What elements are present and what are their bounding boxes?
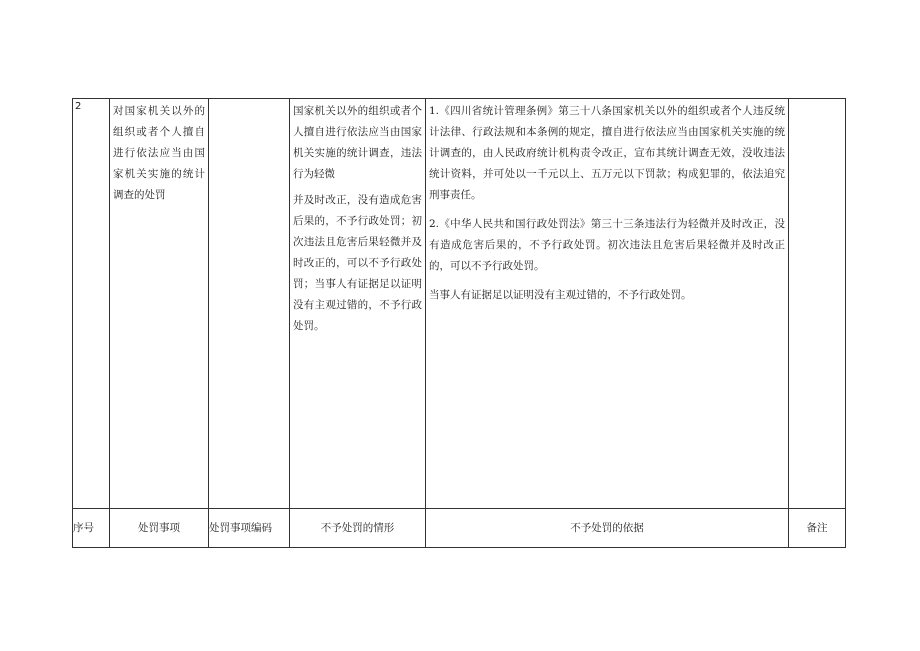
header-item: 处罚事项 — [110, 509, 209, 548]
header-row — [73, 509, 846, 548]
seq-number: 2 — [75, 101, 82, 112]
penalty-code-text — [209, 99, 289, 101]
header-situation: 不予处罚的情形 — [290, 509, 426, 548]
situation-text-part2: 并及时改正，没有造成危害后果的，不予行政处罚；初次违法且危害后果轻微并及时改正的，可以不予行政处罚；当事人有证据足以证明没有主观过错的，不予行政处罚。 — [293, 194, 422, 332]
basis-cell — [426, 99, 789, 509]
header-note: 备注 — [789, 509, 846, 548]
situation-cell — [290, 99, 426, 509]
situation-text-part1: 国家机关以外的组织或者个人擅自进行依法应当由国家机关实施的统计调查，违法行为轻微 — [293, 105, 422, 180]
basis-paragraph-3: 当事人有证据足以证明没有主观过错的，不予行政处罚。 — [429, 289, 692, 301]
table-row — [73, 99, 846, 509]
basis-paragraph-1: 1.《四川省统计管理条例》第三十八条国家机关以外的组织或者个人违反统计法律、行政法规和本条例的规定，擅自进行依法应当由国家机关实施的统计调查的，由人民政府统计机构责令改正，宣布其统计调查无效，没收违法统计资料，并可处以一千元以上、五万元以下罚款；构成犯罪的，依法追究刑事责任。 — [429, 105, 785, 201]
note-text — [789, 99, 845, 101]
seq-cell — [73, 99, 110, 509]
penalty-item-text: 对国家机关以外的组织或者个人擅自进行依法应当由国家机关实施的统计调查的处罚 — [113, 105, 205, 201]
penalty-exemption-table — [72, 98, 846, 548]
header-basis: 不予处罚的依据 — [426, 509, 789, 548]
item-cell — [110, 99, 209, 509]
basis-paragraph-2: 2.《中华人民共和国行政处罚法》第三十三条违法行为轻微并及时改正，没有造成危害后果的，不予行政处罚。初次违法且危害后果轻微并及时改正的，可以不予行政处罚。 — [429, 218, 785, 272]
code-cell — [209, 99, 290, 509]
note-cell — [789, 99, 846, 509]
header-seq: 序号 — [73, 509, 110, 548]
header-code: 处罚事项编码 — [209, 509, 290, 548]
